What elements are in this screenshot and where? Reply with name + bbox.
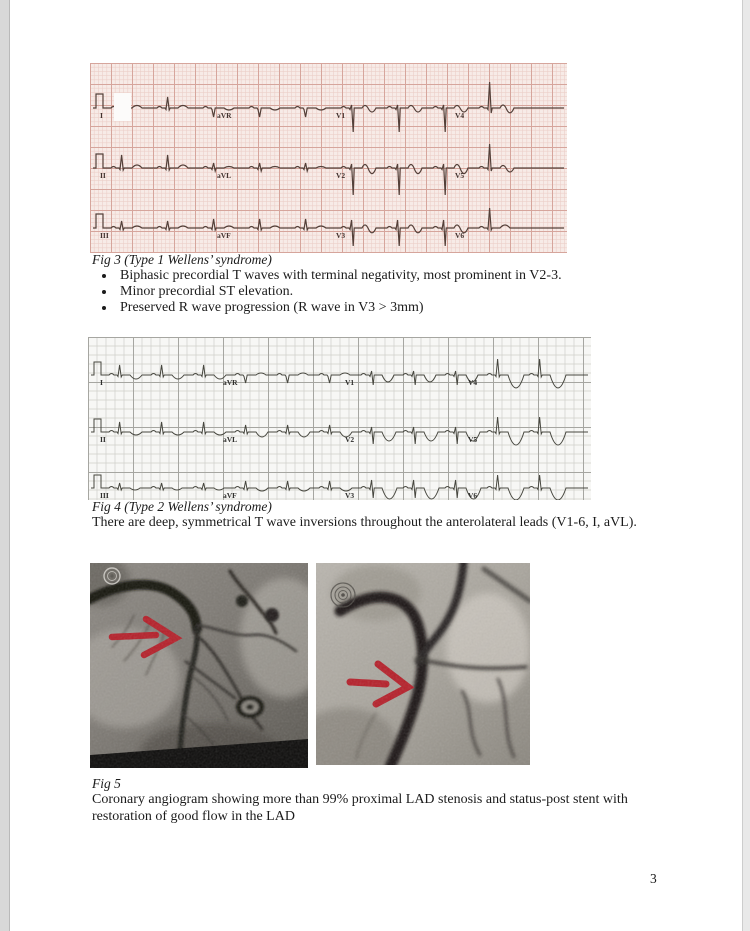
- ecg-lead-label: V1: [345, 378, 355, 387]
- angiogram-post-stent-image: [316, 563, 530, 765]
- page-number: 3: [650, 871, 657, 886]
- ecg-lead-label: V4: [468, 378, 478, 387]
- ecg-lead-label: I: [100, 111, 103, 120]
- ecg-lead-label: V3: [345, 491, 355, 500]
- fig4-ecg-image: [88, 337, 591, 500]
- ecg-lead-label: V3: [336, 231, 346, 240]
- ecg-lead-label: aVR: [217, 111, 232, 120]
- ecg-lead-label: V6: [468, 491, 478, 500]
- ecg-lead-label: V6: [455, 231, 465, 240]
- bullet-item: • Minor precordial ST elevation.: [116, 284, 750, 300]
- film-grain: [90, 563, 308, 768]
- fig5-description: Coronary angiogram showing more than 99% proximal LAD stenosis and status-post stent with restoration of good flow in the LAD: [92, 792, 628, 824]
- angiogram-pre-stent-image: [90, 563, 308, 768]
- bullet-item: • Biphasic precordial T waves with terminal negativity, most prominent in V2-3.: [116, 268, 750, 284]
- ecg-grid-gray: [88, 337, 591, 500]
- redaction-box: [114, 93, 131, 121]
- ecg-lead-label: aVL: [223, 435, 238, 444]
- ecg-lead-label: V2: [336, 171, 346, 180]
- ecg-lead-label: III: [100, 231, 109, 240]
- fig3-bullet-list: [92, 268, 750, 317]
- ecg-lead-label: I: [100, 378, 103, 387]
- ecg-lead-label: V5: [455, 171, 465, 180]
- ecg-lead-label: II: [100, 171, 106, 180]
- fig4-caption: Fig 4 (Type 2 Wellens’ syndrome): [92, 499, 272, 514]
- film-grain: [316, 563, 530, 765]
- ecg-lead-label: aVF: [217, 231, 231, 240]
- fig4-description: There are deep, symmetrical T wave inversions throughout the anterolateral leads (V1-6, I, aVL).: [92, 515, 637, 530]
- ecg-grid-pink: [90, 63, 567, 253]
- fig3-caption: Fig 3 (Type 1 Wellens’ syndrome): [92, 252, 272, 267]
- ecg-lead-label: III: [100, 491, 109, 500]
- ecg-lead-label: II: [100, 435, 106, 444]
- fig3-ecg-image: [90, 63, 567, 253]
- ecg-lead-label: V4: [455, 111, 465, 120]
- ecg-lead-label: aVR: [223, 378, 238, 387]
- scan-edge-left: [0, 0, 10, 931]
- ecg-lead-label: aVL: [217, 171, 232, 180]
- ecg-lead-label: V1: [336, 111, 346, 120]
- ecg-lead-label: V2: [345, 435, 355, 444]
- ecg-lead-label: aVF: [223, 491, 237, 500]
- bullet-item: • Preserved R wave progression (R wave in V3 > 3mm): [116, 300, 750, 316]
- scan-edge-right: [742, 0, 750, 931]
- fig5-caption: Fig 5: [92, 776, 121, 791]
- ecg-lead-label: V5: [468, 435, 478, 444]
